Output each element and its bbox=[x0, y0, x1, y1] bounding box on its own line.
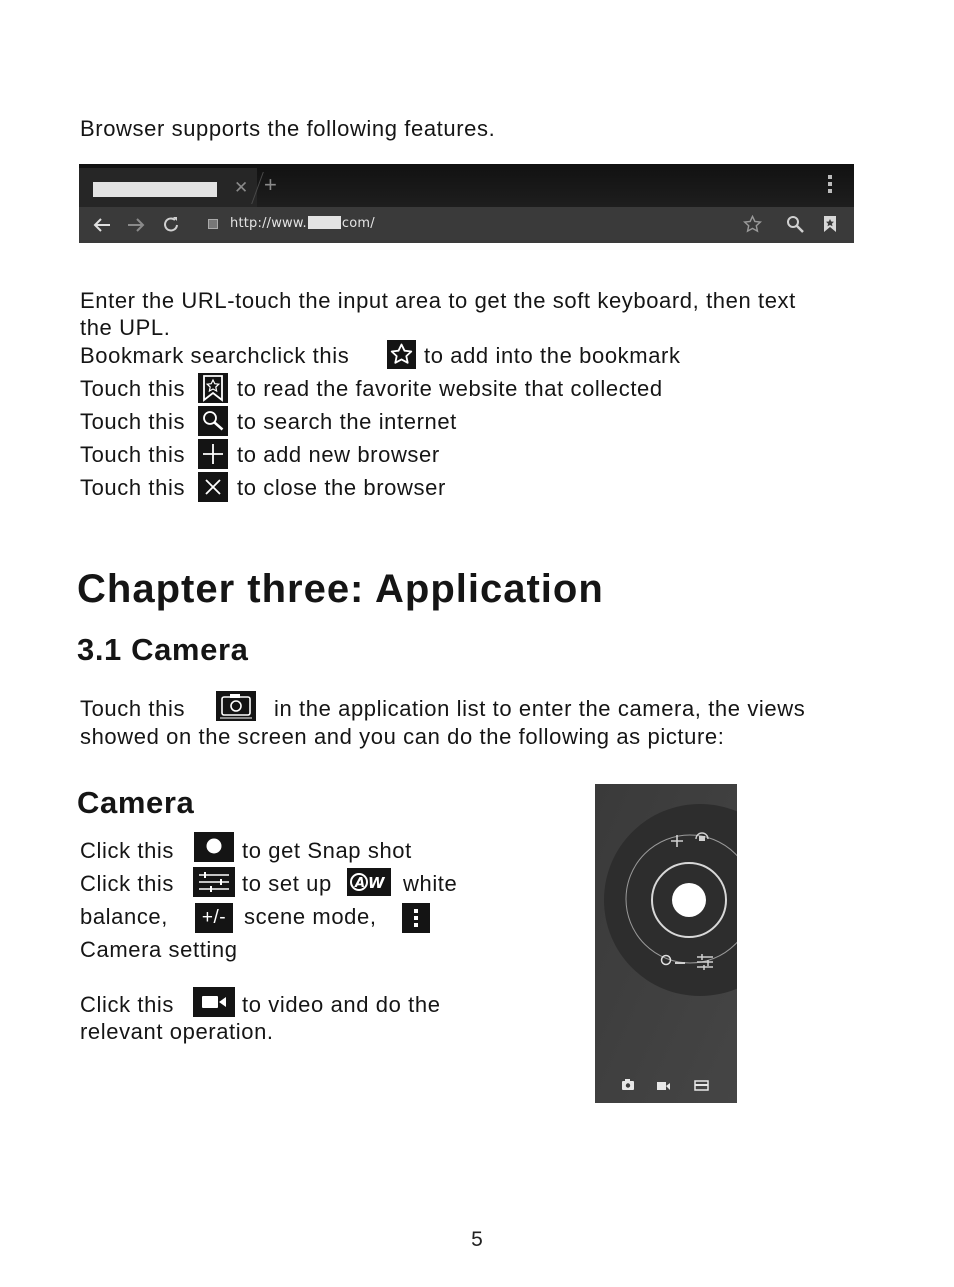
plus-icon bbox=[198, 439, 228, 469]
camera-app-icon bbox=[216, 691, 256, 721]
add-browser-instruction: to add new browser bbox=[237, 442, 440, 467]
favorites-bookmark-icon bbox=[198, 373, 228, 403]
url-suffix: com/ bbox=[341, 216, 375, 231]
shutter-icon bbox=[194, 832, 234, 862]
settings-sliders-icon bbox=[193, 867, 235, 897]
browser-nav-bar bbox=[79, 207, 854, 243]
search-touch-label: Touch this bbox=[80, 409, 186, 434]
browser-tab-strip bbox=[79, 164, 854, 207]
page-number: 5 bbox=[471, 1228, 483, 1251]
camera-preview-screenshot bbox=[595, 784, 737, 1103]
url-input[interactable] bbox=[230, 216, 375, 232]
camera-controls-overlay bbox=[595, 784, 737, 1103]
overflow-menu-icon bbox=[402, 903, 430, 933]
video-instruction-line2: relevant operation. bbox=[80, 1019, 274, 1044]
bookmark-instruction-prefix: Bookmark searchclick this bbox=[80, 343, 350, 368]
svg-text:A: A bbox=[355, 876, 366, 891]
back-arrow-icon[interactable] bbox=[93, 217, 111, 233]
snap-click-label: Click this bbox=[80, 838, 175, 863]
camera-heading: Camera bbox=[77, 785, 195, 820]
video-camera-icon bbox=[193, 987, 235, 1017]
video-instruction: to video and do the bbox=[242, 992, 441, 1017]
add-touch-label: Touch this bbox=[80, 442, 186, 467]
tab-close-icon[interactable]: ✕ bbox=[234, 178, 249, 197]
search-instruction: to search the internet bbox=[237, 409, 457, 434]
snap-instruction: to get Snap shot bbox=[242, 838, 412, 863]
bookmark-star-icon bbox=[387, 340, 416, 369]
favorites-touch-label: Touch this bbox=[80, 376, 186, 401]
auto-white-balance-icon bbox=[347, 868, 391, 896]
search-icon bbox=[198, 406, 228, 436]
url-instruction-line1: Enter the URL-touch the input area to get the soft keyboard, then text bbox=[80, 288, 796, 313]
favorites-instruction: to read the favorite website that collected bbox=[237, 376, 663, 401]
scene-mode-label: scene mode, bbox=[244, 904, 377, 929]
site-favicon-icon bbox=[208, 219, 218, 229]
bookmarks-icon[interactable] bbox=[823, 215, 837, 233]
search-icon[interactable] bbox=[786, 215, 804, 233]
intro-text: Browser supports the following features. bbox=[80, 116, 496, 141]
svg-text:W: W bbox=[368, 874, 385, 892]
exposure-icon: +/- bbox=[195, 903, 233, 933]
browser-toolbar-screenshot bbox=[79, 164, 854, 243]
refresh-icon[interactable] bbox=[163, 216, 180, 233]
url-instruction-line2: the UPL. bbox=[80, 315, 171, 340]
overflow-menu-icon[interactable] bbox=[828, 175, 832, 196]
bookmark-instruction-suffix: to add into the bookmark bbox=[424, 343, 681, 368]
tab-title-redacted bbox=[93, 182, 217, 197]
url-prefix: http://www. bbox=[230, 216, 307, 231]
close-icon bbox=[198, 472, 228, 502]
section-title: 3.1 Camera bbox=[77, 632, 249, 667]
chapter-title: Chapter three: Application bbox=[77, 567, 604, 611]
camera-intro-suffix: in the application list to enter the camera, the views bbox=[274, 696, 806, 721]
close-browser-instruction: to close the browser bbox=[237, 475, 446, 500]
video-click-label: Click this bbox=[80, 992, 175, 1017]
white-label: white bbox=[403, 871, 458, 896]
new-tab-icon[interactable]: + bbox=[264, 172, 277, 197]
camera-setting-label: Camera setting bbox=[80, 937, 238, 962]
forward-arrow-icon[interactable] bbox=[127, 217, 145, 233]
setup-click-label: Click this bbox=[80, 871, 175, 896]
balance-label: balance, bbox=[80, 904, 168, 929]
setup-instruction: to set up bbox=[242, 871, 332, 896]
camera-intro-line2: showed on the screen and you can do the following as picture: bbox=[80, 724, 725, 749]
camera-intro-prefix: Touch this bbox=[80, 696, 186, 721]
close-touch-label: Touch this bbox=[80, 475, 186, 500]
url-domain-redacted bbox=[308, 216, 341, 229]
browser-tab[interactable] bbox=[79, 168, 257, 207]
bookmark-star-icon[interactable] bbox=[743, 215, 762, 234]
